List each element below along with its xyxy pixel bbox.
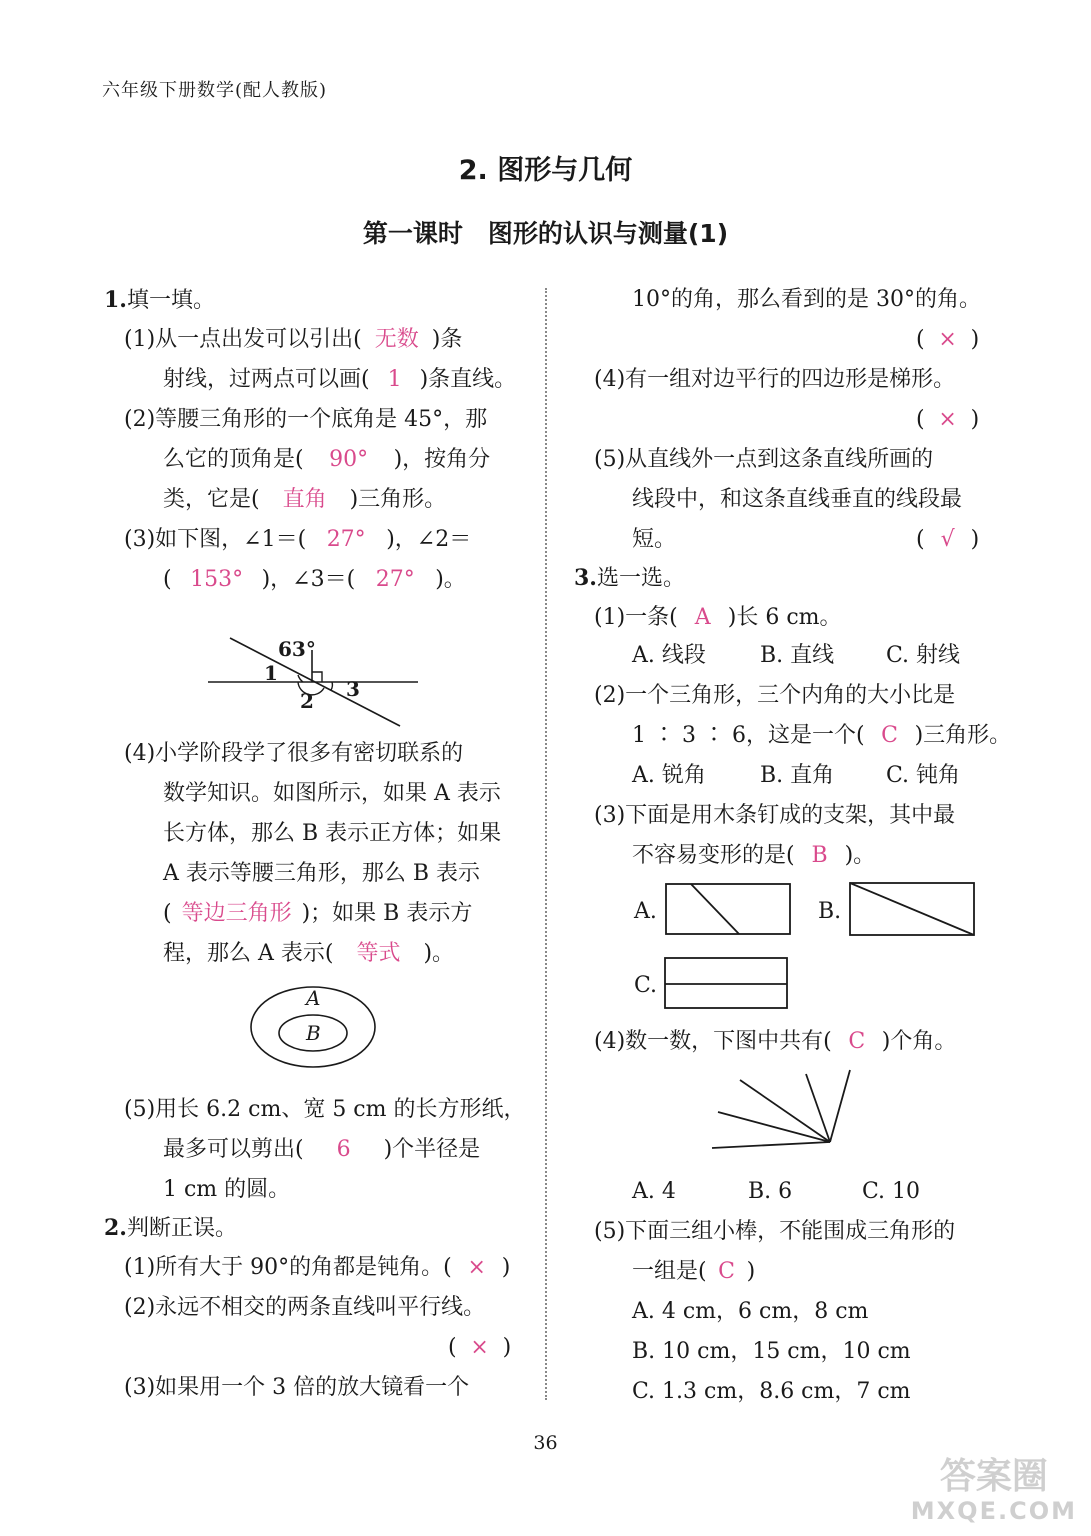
- q3-4-line: [594, 1022, 956, 1062]
- watermark-url: MXQE.COM: [910, 1497, 1077, 1525]
- text: ): [502, 1335, 512, 1360]
- q1-4-line5: [163, 894, 472, 934]
- question-number: 1.: [104, 287, 127, 313]
- q3-1-option-c: C. 射线: [886, 643, 961, 668]
- q3-5-line1: (5)下面三组小棒，不能围成三角形的: [594, 1219, 956, 1244]
- text: (: [163, 567, 172, 592]
- q1-2-line3: [163, 480, 446, 520]
- q3-5-option-c: C. 1.3 cm，8.6 cm，7 cm: [632, 1379, 911, 1404]
- text: (1)所有大于 90°的角都是钝角。(: [124, 1255, 452, 1280]
- column-divider: [545, 288, 547, 1400]
- answer: 等式: [356, 941, 401, 966]
- running-header: 六年级下册数学(配人教版): [102, 80, 328, 101]
- question-2-title: [104, 1208, 237, 1248]
- frame-c-label: C.: [634, 973, 658, 998]
- q1-5-line1: (5)用长 6.2 cm、宽 5 cm 的长方形纸，: [124, 1097, 526, 1122]
- question-heading: 选一选。: [596, 566, 685, 591]
- text: )。: [844, 843, 876, 868]
- answer: 无数: [374, 327, 419, 352]
- question-heading: 判断正误。: [126, 1216, 237, 1241]
- text: 最多可以剪出(: [163, 1137, 304, 1162]
- frame-b-label: B.: [818, 899, 842, 924]
- text: (1)一条(: [594, 605, 678, 630]
- angle-3-label: 3: [346, 677, 360, 701]
- answer: ×: [938, 407, 957, 432]
- answer: 153°: [190, 567, 244, 592]
- text: 不容易变形的是(: [632, 843, 795, 868]
- q2-3-line2: 10°的角，那么看到的是 30°的角。: [632, 287, 981, 312]
- text: )条直线。: [419, 367, 517, 392]
- q1-2-line2: [163, 440, 490, 480]
- q2-4-line: (4)有一组对边平行的四边形是梯形。: [594, 367, 956, 392]
- answer: 27°: [375, 567, 415, 592]
- question-number: 2.: [104, 1215, 127, 1241]
- answer: 直角: [282, 487, 327, 512]
- text: ): [970, 527, 980, 552]
- q3-1-line: [594, 598, 842, 638]
- answer: C: [718, 1259, 736, 1284]
- answer: B: [811, 843, 828, 868]
- angle-2-label: 2: [300, 689, 314, 713]
- text: )，∠2＝: [386, 527, 472, 552]
- q3-2-line2: [632, 716, 1011, 756]
- question-3-title: [574, 558, 685, 598]
- q3-5-line2: [632, 1252, 755, 1292]
- q1-4-line4: A 表示等腰三角形，那么 B 表示: [163, 861, 481, 886]
- q2-3-answer: [916, 320, 979, 360]
- answer: C: [881, 723, 898, 748]
- text: )个半径是: [383, 1137, 481, 1162]
- q1-5-line2: [163, 1130, 480, 1170]
- angle-1-label: 1: [264, 661, 278, 685]
- page-number: 36: [533, 1432, 558, 1454]
- text: )。: [435, 567, 466, 592]
- answer: 6: [336, 1137, 351, 1162]
- answer: 等边三角形: [181, 901, 292, 926]
- q3-2-line1: (2)一个三角形，三个内角的大小比是: [594, 683, 956, 708]
- text: (: [916, 527, 925, 552]
- text: )，∠3＝(: [261, 567, 356, 592]
- q2-5-line3: 短。: [632, 527, 677, 552]
- text: 1 ∶ 3 ∶ 6，这是一个(: [632, 723, 865, 748]
- answer: C: [848, 1029, 866, 1054]
- text: (: [448, 1335, 457, 1360]
- text: (: [916, 407, 925, 432]
- text: 射线，过两点可以画(: [163, 367, 370, 392]
- text: )，按角分: [393, 447, 491, 472]
- text: (: [163, 901, 172, 926]
- answer: 90°: [329, 447, 369, 472]
- q2-1-line: [124, 1248, 510, 1288]
- question-heading: 填一填。: [126, 288, 215, 313]
- q1-1-line2: [163, 360, 516, 400]
- text: ): [501, 1255, 511, 1280]
- q1-1-line1: [124, 320, 462, 360]
- rays-figure: [710, 1068, 860, 1152]
- text: ): [970, 407, 980, 432]
- text: ): [970, 327, 980, 352]
- angle-63-label: 63°: [278, 637, 316, 661]
- q2-2-line: (2)永远不相交的两条直线叫平行线。: [124, 1295, 486, 1320]
- text: 一组是(: [632, 1259, 707, 1284]
- q2-5-answer: [916, 520, 979, 560]
- q2-5-line2: 线段中，和这条直线垂直的线段最: [632, 487, 963, 512]
- q1-2-line1: (2)等腰三角形的一个底角是 45°，那: [124, 407, 488, 432]
- q3-1-option-a: A. 线段: [632, 643, 706, 668]
- q1-5-line3: 1 cm 的圆。: [163, 1177, 291, 1202]
- question-number: 3.: [574, 565, 597, 591]
- q3-4-option-c: C. 10: [862, 1179, 921, 1204]
- frame-a-label: A.: [634, 899, 657, 924]
- text: 类，它是(: [163, 487, 260, 512]
- text: (1)从一点出发可以引出(: [124, 327, 362, 352]
- q1-3-line2: [163, 560, 466, 600]
- text: )长 6 cm。: [727, 605, 842, 630]
- answer: ×: [470, 1335, 489, 1360]
- q2-5-line1: (5)从直线外一点到这条直线所画的: [594, 447, 934, 472]
- frame-b-figure: [849, 882, 977, 936]
- q3-5-option-b: B. 10 cm，15 cm，10 cm: [632, 1339, 911, 1364]
- q1-4-line6: [163, 934, 454, 974]
- q1-4-line2: 数学知识。如图所示，如果 A 表示: [163, 781, 501, 806]
- answer: A: [694, 605, 711, 630]
- text: )三角形。: [349, 487, 447, 512]
- watermark-text: 答案圈: [939, 1456, 1048, 1497]
- text: (3)如下图，∠1＝(: [124, 527, 307, 552]
- answer: 27°: [326, 527, 366, 552]
- answer: ×: [467, 1255, 486, 1280]
- angle-figure: [200, 610, 440, 730]
- q3-5-option-a: A. 4 cm，6 cm，8 cm: [632, 1299, 869, 1324]
- text: 么它的顶角是(: [163, 447, 304, 472]
- q3-2-option-a: A. 锐角: [632, 763, 706, 788]
- frame-a-figure: [665, 883, 793, 937]
- q1-4-line1: (4)小学阶段学了很多有密切联系的: [124, 741, 464, 766]
- q3-4-option-b: B. 6: [748, 1179, 793, 1204]
- q3-3-line2: [632, 836, 875, 876]
- label-a: A: [306, 986, 321, 1010]
- venn-figure: [248, 983, 378, 1073]
- question-1-title: [104, 280, 215, 320]
- q2-4-answer: [916, 400, 979, 440]
- answer: 1: [387, 367, 402, 392]
- q3-2-option-b: B. 直角: [760, 763, 835, 788]
- section-title: 2. 图形与几何: [458, 155, 633, 186]
- q2-3-line1: (3)如果用一个 3 倍的放大镜看一个: [124, 1375, 470, 1400]
- q1-4-line3: 长方体，那么 B 表示正方体；如果: [163, 821, 502, 846]
- q1-3-line1: [124, 520, 471, 560]
- frame-c-figure: [664, 957, 790, 1009]
- watermark-logo: [910, 1456, 1077, 1528]
- lesson-title: 第一课时 图形的认识与测量(1): [362, 219, 729, 248]
- answer: √: [940, 527, 955, 552]
- answer: ×: [938, 327, 957, 352]
- text: )三角形。: [914, 723, 1012, 748]
- q3-1-option-b: B. 直线: [760, 643, 835, 668]
- q3-4-option-a: A. 4: [632, 1179, 676, 1204]
- text: (: [916, 327, 925, 352]
- label-b: B: [306, 1021, 321, 1045]
- text: ): [746, 1259, 756, 1284]
- q3-3-line1: (3)下面是用木条钉成的支架，其中最: [594, 803, 956, 828]
- text: 程，那么 A 表示(: [163, 941, 334, 966]
- q2-2-answer: [448, 1328, 511, 1368]
- text: (4)数一数，下图中共有(: [594, 1029, 832, 1054]
- text: )条: [431, 327, 463, 352]
- text: )；如果 B 表示方: [301, 901, 473, 926]
- q3-2-option-c: C. 钝角: [886, 763, 961, 788]
- text: )个角。: [881, 1029, 957, 1054]
- text: )。: [423, 941, 455, 966]
